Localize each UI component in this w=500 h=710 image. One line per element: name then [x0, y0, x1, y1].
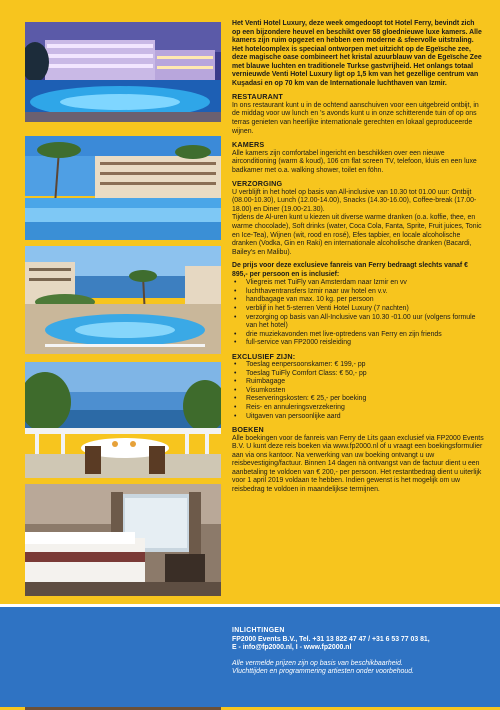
- verzorging-text-1: U verblijft in het hotel op basis van All-inclusive van 10.30 tot 01.00 uur: Ontbijt (08.00-10.30), Lunch (12.00-14.00), Snacks (14.30-16.00), Coffee-break (17.00-18.00) en Diner (19.00-21.30).: [232, 188, 477, 213]
- list-item: • verzorging op basis van All-Inclusive van 10.30 -01.00 uur (volgens formule van het hotel): [232, 314, 484, 331]
- list-item: • Visumkosten: [232, 387, 484, 396]
- prijs-list: [232, 279, 484, 347]
- footer: [232, 627, 492, 677]
- boeken-text: Alle boekingen voor de fanreis van Ferry de Lits gaan exclusief via FP2000 Events B.V. U kunt deze reis boeken via www.fp2000.nl of u vraagt een boekingsformulier aan via ons kantoor. Na verwerking van uw boeking ontvangt u uw reisbevestiging/factuur. Binnen 14 dagen nà ontvangst van de factuur dient u een aanbetaling te voldoen van € 200,- per persoon. Het restantbedrag dient u uiterlijk voor 1 april 2019 voldaan te hebben. Indien gewenst is het mogelijk om uw reisbedrag te voldoen in maandelijkse termijnen.: [232, 434, 484, 493]
- footer-contact-line-2: E - info@fp2000.nl, I - www.fp2000.nl: [232, 644, 352, 652]
- photo-pool-seaview: [25, 246, 221, 354]
- restaurant-title: RESTAURANT: [232, 92, 283, 102]
- photo-hotel-night-pool: [25, 22, 221, 122]
- kamers-text: Alle kamers zijn comfortabel ingericht en beschikken over een nieuwe airconditioning (warm & koud), 106 cm flat screen TV, telefoon, kluis en een luxe badkamer met o.a. walking shower, toilet en föhn.: [232, 149, 477, 174]
- list-item: • Uitgaven van persoonlijke aard: [232, 413, 484, 422]
- footer-contact-line-1: FP2000 Events B.V., Tel. +31 13 822 47 47 / +31 6 53 77 03 81,: [232, 635, 430, 643]
- list-item: • handbagage van max. 10 kg. per persoon: [232, 296, 484, 305]
- content-column: [232, 20, 484, 499]
- photo-hotel-room: [25, 484, 221, 596]
- footer-title: INLICHTINGEN: [232, 627, 285, 634]
- photo-pool-palms: [25, 136, 221, 240]
- verzorging-title: VERZORGING: [232, 179, 283, 189]
- boeken-title: BOEKEN: [232, 425, 264, 435]
- photo-terrace-dining: [25, 362, 221, 478]
- footer-note-2: Vluchttijden en programmering artiesten onder voorbehoud.: [232, 668, 414, 676]
- list-item: • Vliegreis met TuiFly van Amsterdam naar Izmir en vv: [232, 279, 484, 288]
- prijs-title: De prijs voor deze exclusieve fanreis van Ferry bedraagt slechts vanaf € 895,- per persoon en is inclusief:: [232, 262, 468, 278]
- exclusief-title: EXCLUSIEF ZIJN:: [232, 351, 296, 361]
- verzorging-text-2: Tijdens de Al-uren kunt u kiezen uit diverse warme dranken (o.a. koffie, thee, en warme chocolade), Soft drinks (water, Coca Cola, Fanta, Sprite, Fruit juices, Tonic en Ice-Tea), Wijnen (wit, rood en rosé), Efes tapbier, en locale alcoholische dranken (Vodka, Gin en Raki) en internationale alcoholische dranken (Bacardi, Bailey's en Malibu).: [232, 214, 482, 256]
- list-item: • drie muziekavonden met live-optredens van Ferry en zijn friends: [232, 331, 484, 340]
- list-item: • Reserveringskosten: € 25,- per boeking: [232, 395, 484, 404]
- list-item: • Toeslag TuiFly Comfort Class: € 50,- pp: [232, 370, 484, 379]
- list-item: • Toeslag eenpersoonskamer: € 199,- pp: [232, 361, 484, 370]
- list-item: • full-service van FP2000 reisleiding: [232, 339, 484, 348]
- restaurant-text: In ons restaurant kunt u in de ochtend aanschuiven voor een uitgebreid ontbijt, in de middag voor uw lunch en 's avonds kunt u in onze schitterende tuin of op ons terras genieten van heerlijke internationale gerechten en lokaal geproduceerde wijnen.: [232, 101, 479, 135]
- footer-note-1: Alle vermelde prijzen zijn op basis van beschikbaarheid.: [232, 659, 403, 667]
- exclusief-list: [232, 361, 484, 421]
- list-item: • luchthaventransfers Izmir naar uw hotel en v.v.: [232, 288, 484, 297]
- list-item: • verblijf in het 5-sterren Venti Hotel Luxury (7 nachten): [232, 305, 484, 314]
- list-item: • Reis- en annuleringsverzekering: [232, 404, 484, 413]
- intro-text: Het Venti Hotel Luxury, deze week omgedoopt tot Hotel Ferry, bevindt zich op een bijzondere heuvel en beschikt over 58 gloednieuwe luxe kamers. Alle kamers zijn ruim opgezet en hebben een moderne & sfeervolle uitstraling. Het hotelcomplex is speciaal ontworpen met uitzicht op de Egeïsche zee, deze magische oase combineert het kristal azuurblauw van de Egeïsche Zee met blauwe luchten en traditionele Turkse gastvrijheid. Het onlangs totaal vernieuwde Venti Hotel Luxury ligt op 1,5 km van het gezellige centrum van Kuşadasi en op 70 km van de Internationale luchthaven van Izmir.: [232, 20, 482, 87]
- list-item: • Ruimbagage: [232, 378, 484, 387]
- kamers-title: KAMERS: [232, 140, 265, 150]
